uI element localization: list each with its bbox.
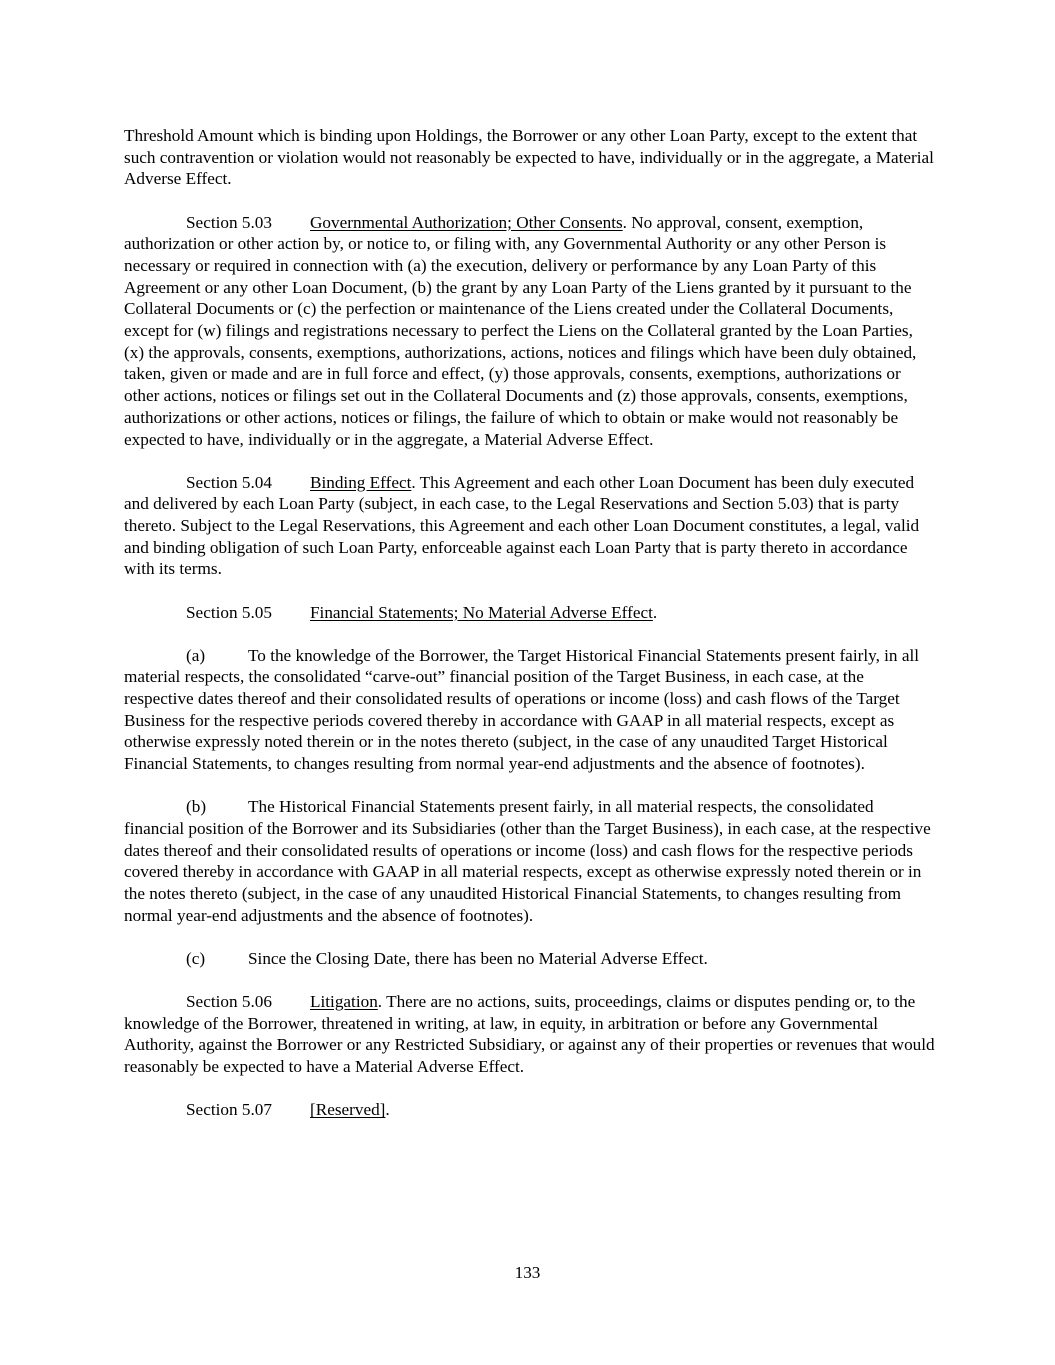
section-heading: Binding Effect — [310, 472, 412, 492]
section-heading: [Reserved] — [310, 1100, 386, 1120]
page-number: 133 — [514, 1263, 541, 1282]
subsection-label: (a) — [186, 645, 206, 665]
paragraph-continuation: Threshold Amount which is binding upon Holdings, the Borrower or any other Loan Party, except to the extent that such contravention or violation would not reasonably be expected to have, individually or in the aggregate, a Material Adverse Effect. — [124, 126, 934, 189]
subsection-label: (c) — [186, 948, 206, 968]
section-heading: Litigation — [310, 991, 378, 1011]
section-number: Section 5.04 — [186, 472, 272, 492]
section-5-03 — [124, 212, 936, 451]
section-body: . — [385, 1100, 390, 1120]
section-5-05 — [124, 602, 936, 624]
section-5-07 — [124, 1099, 936, 1121]
section-heading: Governmental Authorization; Other Consents — [310, 212, 623, 232]
document-page — [124, 125, 936, 1142]
subsection-body: To the knowledge of the Borrower, the Target Historical Financial Statements present fairly, in all material respects, the consolidated “carve-out” financial position of the Target Business, in each case, at the respective dates thereof and their consolidated results of operations or income (loss) and cash flows of the Target Business for the respective periods covered thereby in accordance with GAAP in all material respects, except as otherwise expressly noted therein or in the notes thereto (subject, in the case of any unaudited Target Historical Financial Statements, to changes resulting from normal year-end adjustments and the absence of footnotes). — [124, 645, 920, 774]
subsection-body: Since the Closing Date, there has been no Material Adverse Effect. — [248, 948, 708, 968]
subsection-body: The Historical Financial Statements present fairly, in all material respects, the consolidated financial position of the Borrower and its Subsidiaries (other than the Target Business), in each case, at the respective dates thereof and their consolidated results of operations or income (loss) and cash flows for the respective periods covered thereby in accordance with GAAP in all material respects, except as otherwise expressly noted therein or in the notes thereto (subject, in the case of any unaudited Historical Financial Statements, to changes resulting from normal year-end adjustments and the absence of footnotes). — [124, 797, 931, 925]
section-number: Section 5.06 — [186, 991, 272, 1011]
section-number: Section 5.03 — [186, 212, 272, 232]
section-heading: Financial Statements; No Material Adverse Effect — [310, 602, 653, 622]
section-body: . There are no actions, suits, proceedings, claims or disputes pending or, to the knowledge of the Borrower, threatened in writing, at law, in equity, in arbitration or before any Governmental Authority, against the Borrower or any Restricted Subsidiary, or against any of their properties or revenues that would reasonably be expected to have a Material Adverse Effect. — [124, 991, 935, 1077]
subsection-c — [124, 948, 936, 970]
section-number: Section 5.05 — [186, 602, 272, 622]
subsection-label: (b) — [186, 797, 207, 817]
section-5-06 — [124, 991, 936, 1078]
subsection-b — [124, 796, 936, 926]
section-body: . No approval, consent, exemption, authorization or other action by, or notice to, or filing with, any Governmental Authority or any other Person is necessary or required in connection with (a) the execution, delivery or performance by any Loan Party of this Agreement or any other Loan Document, (b) the grant by any Loan Party of the Liens granted by it pursuant to the Collateral Documents or (c) the perfection or maintenance of the Liens created under the Collateral Documents, except for (w) filings and registrations necessary to perfect the Liens on the Collateral granted by the Loan Parties, (x) the approvals, consents, exemptions, authorizations, actions, notices and filings which have been duly obtained, taken, given or made and are in full force and effect, (y) those approvals, consents, exemptions, authorizations or other actions, notices or filings set out in the Collateral Documents and (z) those approvals, consents, exemptions, authorizations or other actions, notices or filings, the failure of which to obtain or make would not reasonably be expected to have, individually or in the aggregate, a Material Adverse Effect. — [124, 212, 917, 449]
section-number: Section 5.07 — [186, 1100, 272, 1120]
section-5-04 — [124, 472, 936, 581]
subsection-a — [124, 645, 936, 775]
section-body: . This Agreement and each other Loan Document has been duly executed and delivered by each Loan Party (subject, in each case, to the Legal Reservations and Section 5.03) that is party thereto. Subject to the Legal Reservations, this Agreement and each other Loan Document constitutes, a legal, valid and binding obligation of such Loan Party, enforceable against each Loan Party that is party thereto in accordance with its terms. — [124, 472, 920, 579]
section-body: . — [652, 602, 658, 622]
